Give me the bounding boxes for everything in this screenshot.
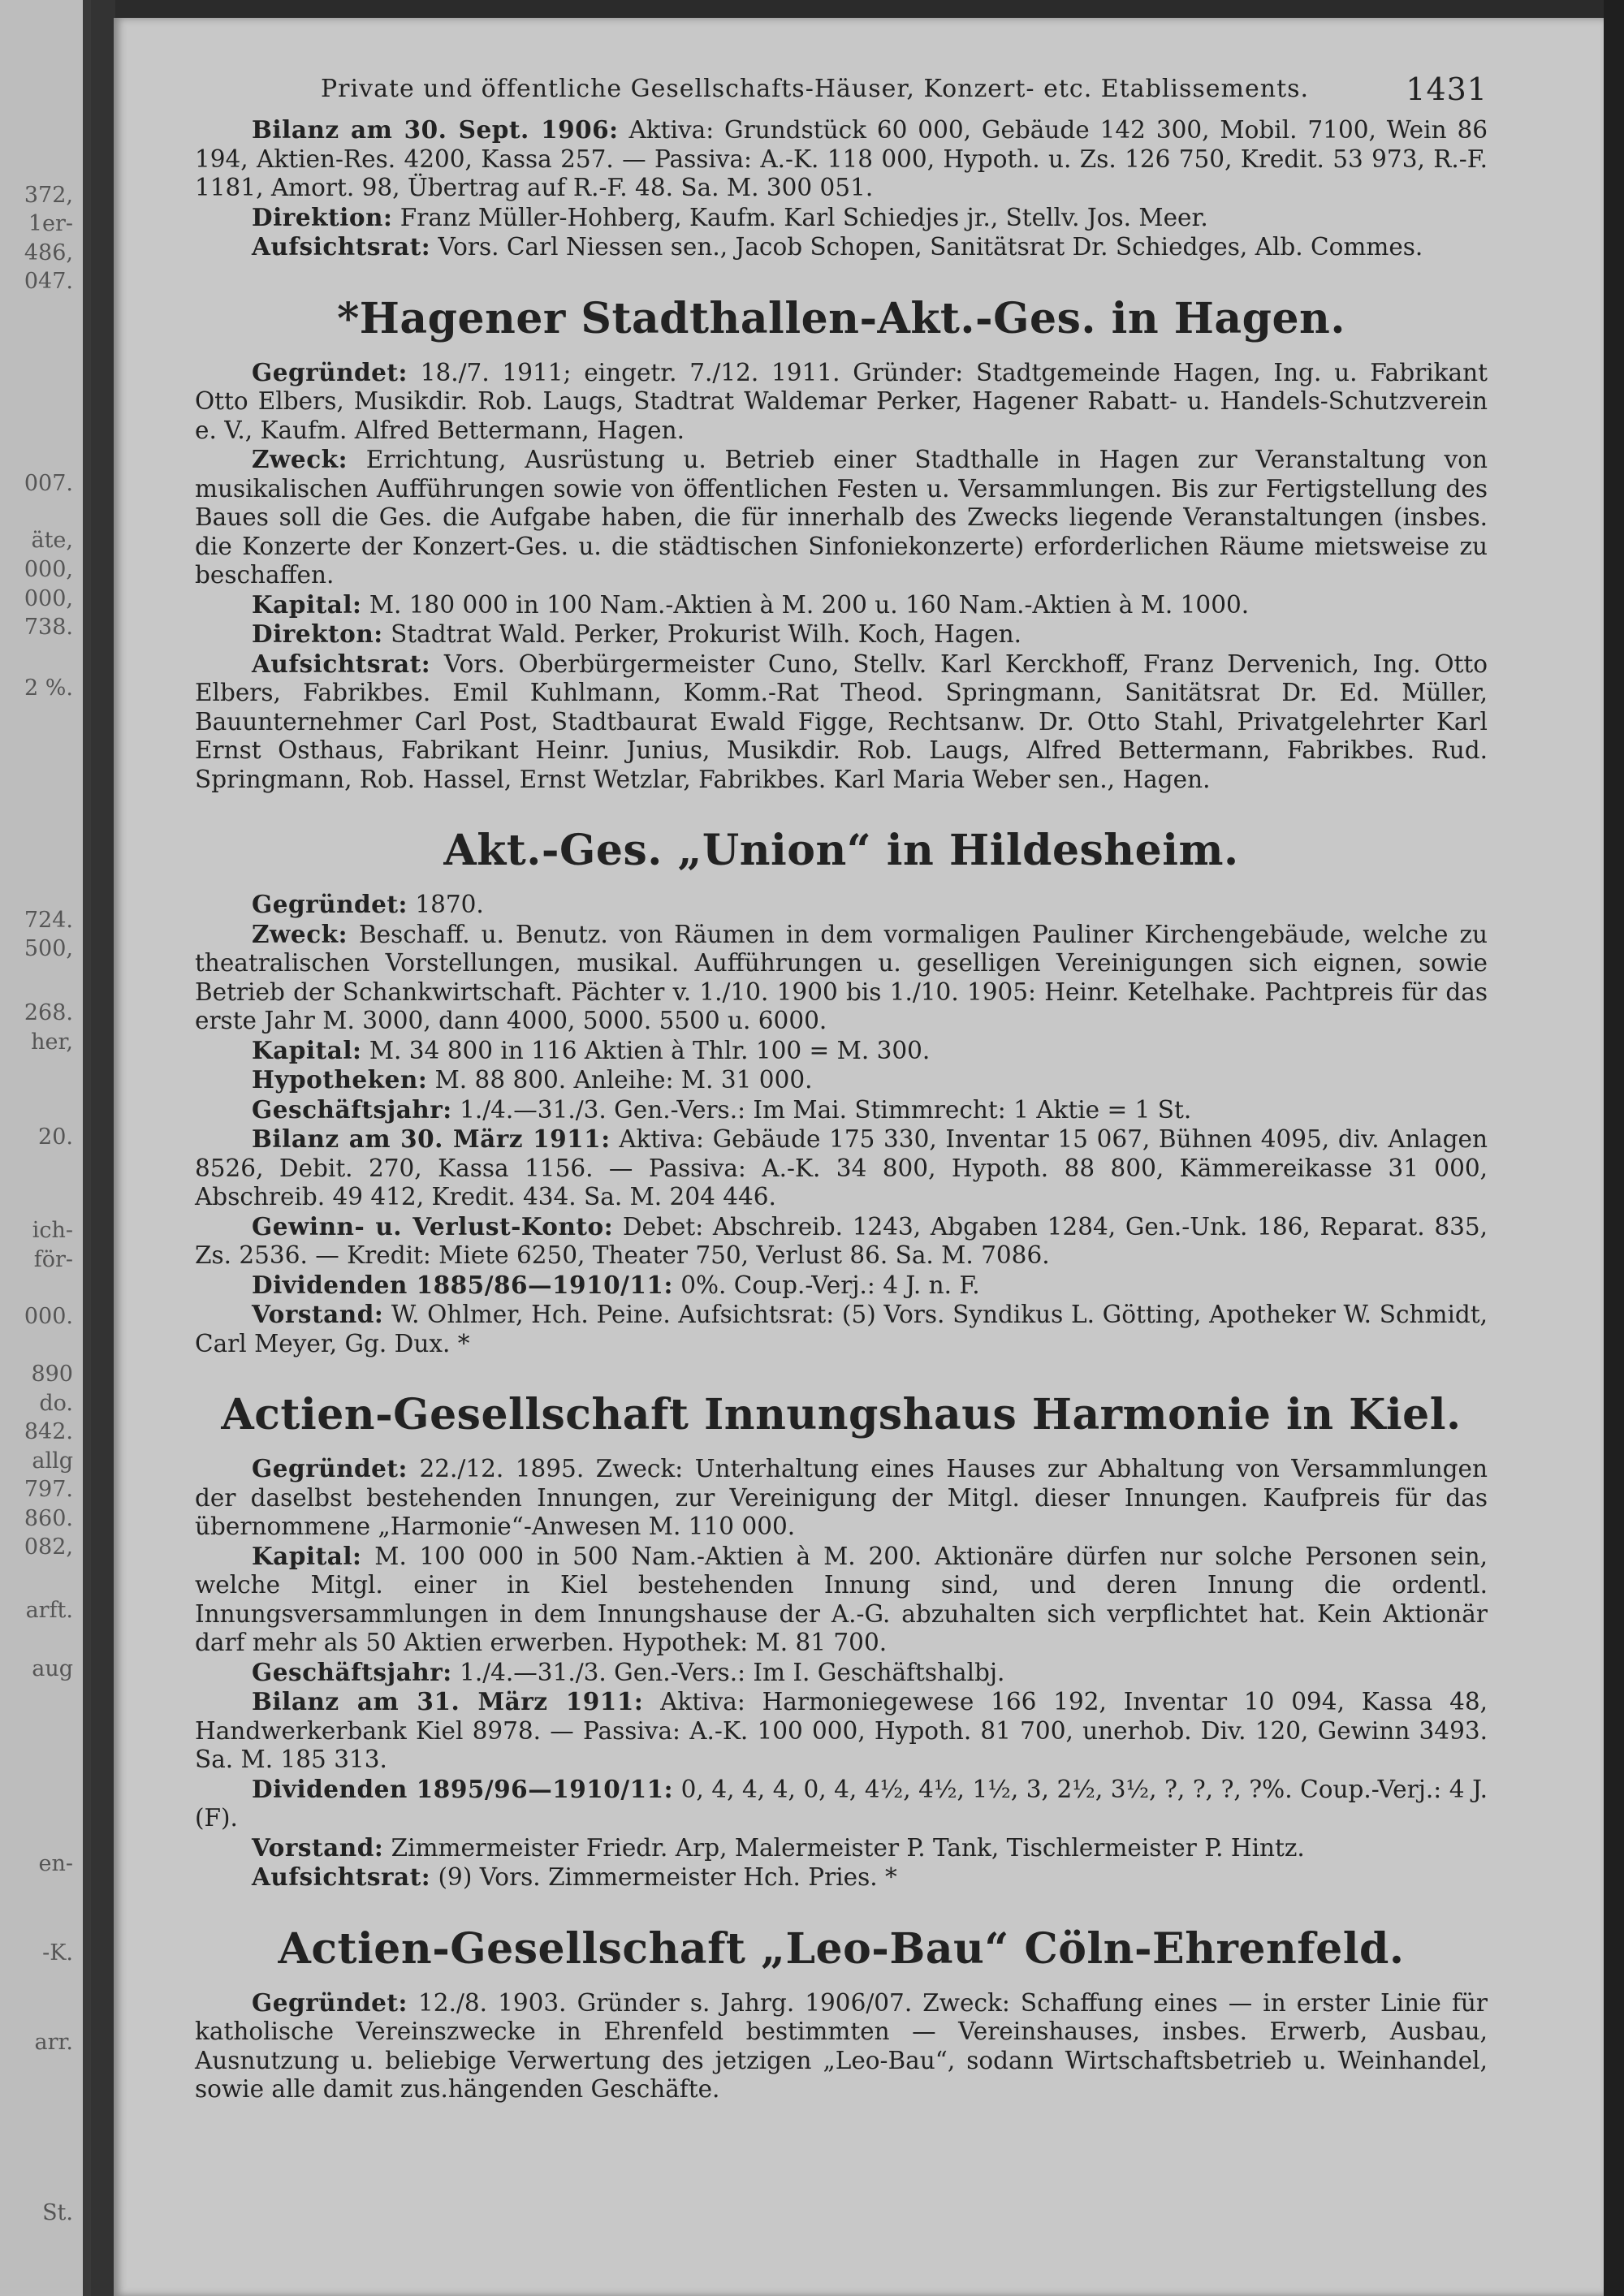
entry-paragraph	[195, 115, 1488, 203]
field-label: Vorstand:	[252, 1300, 384, 1328]
field-text: Errichtung, Ausrüstung u. Betrieb einer Stadthalle in Hagen zur Veranstaltung von musikalischen Aufführungen sowie von öffentlichen Festen u. Versammlungen. Bis zur Fertigstellung des Baues soll die Ges. die Aufgabe haben, die für innerhalb des Zwecks liegende Veranstaltungen (insbes. die Konzerte der Konzert-Ges. u. die städtischen Sinfoniekonzerte) erforderlichen Räume mietsweise zu beschaffen.	[195, 446, 1488, 589]
field-label: Bilanz am 30. Sept. 1906:	[252, 115, 619, 144]
entry-paragraph	[195, 1036, 1488, 1066]
field-label: Dividenden 1895/96—1910/11:	[252, 1774, 674, 1803]
adjacent-page-fragment: 007.	[24, 471, 73, 496]
field-text: Aktiva: Gebäude 175 330, Inventar 15 067, Bühnen 4095, div. Anlagen 8526, Debit. 270, Kassa 1156. — Passiva: A.-K. 34 800, Hypoth. 88 800, Kämmereikasse 31 000, Abschreib. 49 412, Kredit. 434. Sa. M. 204 446.	[195, 1125, 1488, 1211]
adjacent-page-fragment: St.	[42, 2200, 73, 2225]
field-label: Gegründet:	[252, 1454, 408, 1482]
field-text: W. Ohlmer, Hch. Peine. Aufsichtsrat: (5) Vors. Syndikus L. Götting, Apotheker W. Schmidt, Carl Meyer, Gg. Dux. *	[195, 1301, 1488, 1357]
adjacent-page-fragment: arr.	[34, 2030, 73, 2055]
field-label: Kapital:	[252, 589, 362, 619]
field-label: Gewinn- u. Verlust-Konto:	[252, 1211, 614, 1241]
adjacent-page-fragment: 738.	[24, 615, 73, 640]
field-label: Aufsichtsrat:	[252, 232, 431, 261]
adjacent-page-fragment: -K.	[42, 1940, 73, 1966]
adjacent-page-fragment: do.	[39, 1391, 73, 1416]
field-text: Aktiva: Harmoniegewese 166 192, Inventar 10 094, Kassa 48, Handwerkerbank Kiel 8978. — Passiva: A.-K. 100 000, Hypoth. 81 700, unerhob. Div. 120, Gewinn 3493. Sa. M. 185 313.	[195, 1688, 1488, 1773]
entry-paragraph	[195, 1775, 1488, 1833]
field-text: 12./8. 1903. Gründer s. Jahrg. 1906/07. Zweck: Schaffung eines — in erster Linie für katholische Vereinszwecke in Ehrenfeld bestimmten — Vereinshauses, insbes. Erwerb, Ausbau, Ausnutzung u. beliebige Verwertung des jetzigen „Leo-Bau“, sodann Wirtschaftsbetrieb u. Weinhandel, sowie alle damit zus.hängenden Geschäfte.	[195, 1988, 1488, 2103]
adjacent-page-fragment: 500,	[24, 936, 73, 961]
field-text: Franz Müller-Hohberg, Kaufm. Karl Schiedjes jr., Stellv. Jos. Meer.	[392, 203, 1208, 231]
company-entry	[195, 1391, 1488, 1892]
adjacent-page-fragment: för-	[33, 1247, 73, 1272]
book-page	[114, 18, 1604, 2296]
field-label: Dividenden 1885/86—1910/11:	[252, 1270, 673, 1299]
adjacent-page-fragment: ich-	[32, 1218, 73, 1243]
adjacent-page-fragment: 890	[31, 1362, 73, 1387]
adjacent-page-fragment: 000,	[24, 557, 73, 582]
adjacent-page-fragment: äte,	[31, 528, 73, 553]
field-label: Zweck:	[252, 445, 348, 473]
adjacent-page-fragment: 047.	[24, 269, 73, 294]
company-entry	[195, 115, 1488, 262]
entry-paragraph	[195, 445, 1488, 590]
field-label: Geschäftsjahr:	[252, 1657, 452, 1686]
adjacent-page-fragment: 268.	[24, 1000, 73, 1025]
field-text: Beschaff. u. Benutz. von Räumen in dem vormaligen Pauliner Kirchengebäude, welche zu theatralischen Vorstellungen, musikal. Aufführungen u. geselligen Vereinigungen sich eignen, sowie Betrieb der Schankwirtschaft. Pächter v. 1./10. 1900 bis 1./10. 1905: Heinr. Ketelhake. Pachtpreis für das erste Jahr M. 3000, dann 4000, 5000. 5500 u. 6000.	[195, 920, 1488, 1034]
entry-paragraph	[195, 890, 1488, 920]
field-text: 0, 4, 4, 4, 0, 4, 4½, 4½, 1½, 3, 2½, 3½, ?, ?, ?, ?%. Coup.-Verj.: 4 J. (F).	[195, 1775, 1488, 1832]
field-text: Vors. Carl Niessen sen., Jacob Schopen, Sanitätsrat Dr. Schiedges, Alb. Commes.	[430, 233, 1423, 261]
field-label: Zweck:	[252, 919, 348, 948]
company-entry	[195, 1925, 1488, 2104]
field-text: 1870.	[407, 891, 484, 918]
right-edge	[1604, 0, 1624, 2296]
running-head	[195, 67, 1488, 115]
entries	[195, 115, 1488, 2104]
field-label: Vorstand:	[252, 1832, 384, 1862]
entry-paragraph	[195, 1065, 1488, 1095]
field-text: Vors. Oberbürgermeister Cuno, Stellv. Karl Kerckhoff, Franz Dervenich, Ing. Otto Elbers, Fabrikbes. Emil Kuhlmann, Komm.-Rat Theod. Springmann, Sanitätsrat Dr. Ed. Müller, Bauunternehmer Carl Post, Stadtbaurat Ewald Figge, Rechtsanw. Dr. Otto Stahl, Privatgelehrter Karl Ernst Osthaus, Fabrikant Heinr. Junius, Musikdir. Rob. Laugs, Alfred Bettermann, Fabrikbes. Rud. Springmann, Rob. Hassel, Ernst Wetzlar, Fabrikbes. Karl Maria Weber sen., Hagen.	[195, 650, 1488, 793]
entry-paragraph	[195, 1687, 1488, 1775]
field-label: Direkton:	[252, 619, 383, 648]
field-label: Aufsichtsrat:	[252, 649, 431, 678]
entry-paragraph	[195, 1862, 1488, 1892]
field-label: Direktion:	[252, 202, 393, 231]
adjacent-page-fragment: 860.	[24, 1506, 73, 1531]
entry-paragraph	[195, 1095, 1488, 1125]
field-label: Gegründet:	[252, 1987, 408, 2017]
field-text: 18./7. 1911; eingetr. 7./12. 1911. Gründer: Stadtgemeinde Hagen, Ing. u. Fabrikant Otto Elbers, Musikdir. Rob. Laugs, Stadtrat Waldemar Perker, Hagener Rabatt- u. Handels-Schutzverein e. V., Kaufm. Alfred Bettermann, Hagen.	[195, 358, 1488, 444]
field-text: Stadtrat Wald. Perker, Prokurist Wilh. Koch, Hagen.	[382, 620, 1022, 648]
field-text: 0%. Coup.-Verj.: 4 J. n. F.	[672, 1271, 980, 1299]
adjacent-page-fragment: 724.	[24, 908, 73, 933]
entry-paragraph	[195, 203, 1488, 233]
entry-paragraph	[195, 232, 1488, 262]
entry-paragraph	[195, 358, 1488, 446]
field-text: Zimmermeister Friedr. Arp, Malermeister P. Tank, Tischlermeister P. Hintz.	[383, 1833, 1305, 1862]
field-label: Aufsichtsrat:	[252, 1862, 431, 1891]
entry-paragraph	[195, 1658, 1488, 1688]
adjacent-page-strip	[0, 0, 91, 2296]
adjacent-page-edge	[83, 0, 91, 2296]
adjacent-page-fragment: arft.	[25, 1598, 73, 1623]
adjacent-page-fragment: aug	[32, 1656, 73, 1681]
field-label: Gegründet:	[252, 890, 408, 918]
adjacent-page-fragment: 2 %.	[24, 675, 73, 701]
adjacent-page-fragment: 842.	[24, 1419, 73, 1444]
adjacent-page-fragment: 000,	[24, 586, 73, 611]
adjacent-page-fragment: 20.	[38, 1124, 73, 1150]
field-label: Bilanz am 31. März 1911:	[252, 1687, 644, 1716]
entry-paragraph	[195, 1300, 1488, 1358]
adjacent-page-fragment: her,	[31, 1029, 73, 1055]
running-head-title: Private und öffentliche Gesellschafts-Häuser, Konzert- etc. Etablissements.	[321, 75, 1310, 103]
field-text: 1./4.—31./3. Gen.-Vers.: Im I. Geschäftshalbj.	[451, 1658, 1005, 1686]
field-text: Debet: Abschreib. 1243, Abgaben 1284, Gen.-Unk. 186, Reparat. 835, Zs. 2536. — Kredit: Miete 6250, Theater 750, Verlust 86. Sa. M. 7086.	[195, 1212, 1488, 1269]
entry-paragraph	[195, 920, 1488, 1036]
field-text: 1./4.—31./3. Gen.-Vers.: Im Mai. Stimmrecht: 1 Aktie = 1 St.	[451, 1095, 1192, 1124]
entry-paragraph	[195, 1988, 1488, 2104]
field-label: Kapital:	[252, 1541, 362, 1570]
book-gutter	[91, 0, 115, 2296]
field-text: M. 88 800. Anleihe: M. 31 000.	[427, 1066, 813, 1094]
entry-paragraph	[195, 1271, 1488, 1301]
field-label: Geschäftsjahr:	[252, 1094, 452, 1124]
adjacent-page-fragment: en-	[38, 1851, 73, 1876]
adjacent-page-fragment: 1er-	[28, 211, 73, 236]
adjacent-page-fragment: 372,	[24, 183, 73, 208]
field-text: 22./12. 1895. Zweck: Unterhaltung eines Hauses zur Abhaltung von Versammlungen der daselbst bestehenden Innungen, zur Vereinigung der Mitgl. dieser Innungen. Kaufpreis für das übernommene „Harmonie“-Anwesen M. 110 000.	[195, 1455, 1488, 1540]
adjacent-page-fragment: 082,	[24, 1534, 73, 1560]
field-label: Bilanz am 30. März 1911:	[252, 1124, 611, 1153]
adjacent-page-fragment: 797.	[24, 1477, 73, 1502]
field-text: M. 180 000 in 100 Nam.-Aktien à M. 200 u. 160 Nam.-Aktien à M. 1000.	[361, 590, 1250, 619]
entry-paragraph	[195, 1212, 1488, 1271]
field-text: (9) Vors. Zimmermeister Hch. Pries. *	[430, 1863, 897, 1891]
entry-paragraph	[195, 590, 1488, 620]
entry-paragraph	[195, 1124, 1488, 1212]
entry-paragraph	[195, 650, 1488, 795]
adjacent-page-fragment: 000.	[24, 1304, 73, 1329]
field-label: Kapital:	[252, 1035, 362, 1064]
field-text: M. 100 000 in 500 Nam.-Aktien à M. 200. Aktionäre dürfen nur solche Personen sein, welche Mitgl. einer in Kiel bestehenden Innung sind, und deren Innung die ordentl. Innungsversammlungen in dem Innungshause der A.-G. abzuhalten sich verpflichtet hat. Kein Aktionär darf mehr als 50 Aktien erwerben. Hypothek: M. 81 700.	[195, 1542, 1488, 1656]
entry-heading: Actien-Gesellschaft „Leo-Bau“ Cöln-Ehrenfeld.	[278, 1923, 1405, 1974]
entry-heading: Actien-Gesellschaft Innungshaus Harmonie in Kiel.	[221, 1390, 1462, 1439]
entry-paragraph	[195, 619, 1488, 650]
company-entry	[195, 295, 1488, 795]
page-number: 1431	[1406, 71, 1488, 107]
field-text: M. 34 800 in 116 Aktien à Thlr. 100 = M. 300.	[361, 1036, 931, 1064]
adjacent-page-fragment: allg	[32, 1448, 73, 1474]
adjacent-page-fragment: 486,	[24, 240, 73, 265]
page-content	[195, 67, 1488, 2104]
entry-paragraph	[195, 1833, 1488, 1863]
entry-heading: Akt.-Ges. „Union“ in Hildesheim.	[443, 826, 1239, 875]
entry-heading: *Hagener Stadthallen-Akt.-Ges. in Hagen.	[337, 293, 1345, 343]
company-entry	[195, 826, 1488, 1358]
field-text: Aktiva: Grundstück 60 000, Gebäude 142 300, Mobil. 7100, Wein 86 194, Aktien-Res. 4200, Kassa 257. — Passiva: A.-K. 118 000, Hypoth. u. Zs. 126 750, Kredit. 53 973, R.-F. 1181, Amort. 98, Übertrag auf R.-F. 48. Sa. M. 300 051.	[195, 116, 1488, 201]
entry-paragraph	[195, 1454, 1488, 1542]
field-label: Hypotheken:	[252, 1065, 428, 1094]
entry-paragraph	[195, 1542, 1488, 1658]
field-label: Gegründet:	[252, 357, 408, 386]
